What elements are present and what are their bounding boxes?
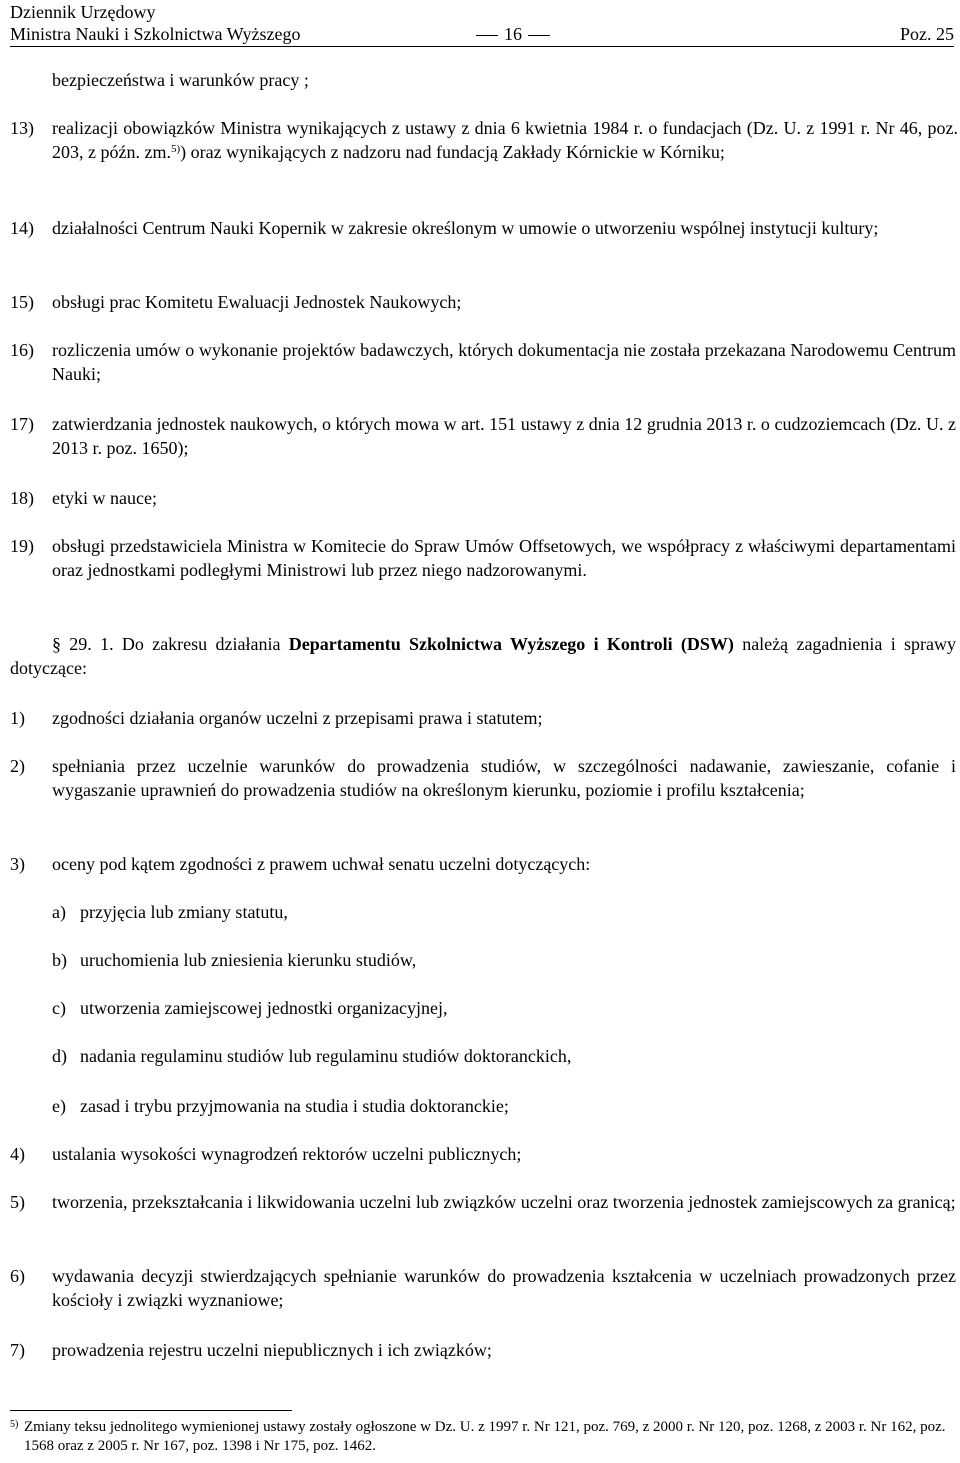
item-number: 16) — [10, 340, 34, 360]
journal-title: Dziennik Urzędowy — [10, 2, 156, 22]
footnote-rule — [10, 1410, 292, 1411]
continuation-line: bezpieczeństwa i warunków pracy ; — [52, 70, 309, 90]
item-13-text — [52, 116, 958, 164]
point-5-text: tworzenia, przekształcania i likwidowania uczelni lub związków uczelni oraz tworzenia jednostek zamiejscowych za granicą; — [52, 1192, 956, 1212]
point-number: 3) — [10, 854, 25, 874]
point-number: 7) — [10, 1340, 25, 1360]
section-tail: należą zagadnienia i sprawy dotyczące: — [10, 634, 956, 678]
point-number: 4) — [10, 1144, 25, 1164]
subpoint-c — [52, 996, 448, 1020]
position-number: Poz. 25 — [900, 24, 954, 44]
point-number: 6) — [10, 1266, 25, 1286]
dash-right — [528, 35, 550, 36]
item-17-text: zatwierdzania jednostek naukowych, o których mowa w art. 151 ustawy z dnia 12 grudnia 2013 r. o cudzoziemcach (Dz. U. z 2013 r. poz. 1650); — [52, 414, 956, 458]
subpoint-text: nadania regulaminu studiów lub regulaminu studiów doktoranckich, — [80, 1046, 572, 1066]
item-18-text: etyki w nauce; — [52, 488, 157, 508]
subpoint-text: uruchomienia lub zniesienia kierunku studiów, — [80, 950, 417, 970]
item-13-part-a: realizacji obowiązków Ministra wynikających z ustawy z dnia 6 kwietnia 1984 r. o fundacjach (Dz. U. z 1991 r. Nr 46, poz. 203, z późn. zm. — [52, 118, 958, 162]
subpoint-text: utworzenia zamiejscowej jednostki organizacyjnej, — [80, 998, 448, 1018]
point-number: 1) — [10, 708, 25, 728]
footnote-mark: 5) — [10, 1419, 19, 1430]
item-16-text: rozliczenia umów o wykonanie projektów badawczych, których dokumentacja nie została przekazana Narodowemu Centrum Nauki; — [52, 340, 956, 384]
subpoint-d — [52, 1044, 571, 1068]
point-number: 5) — [10, 1192, 25, 1212]
item-14-text: działalności Centrum Nauki Kopernik w zakresie określonym w umowie o utworzeniu wspólnej instytucji kultury; — [52, 218, 879, 238]
item-number: 19) — [10, 536, 34, 556]
section-29-heading — [10, 632, 956, 680]
point-2-text: spełniania przez uczelnie warunków do prowadzenia studiów, w szczególności nadawanie, zawieszanie, cofanie i wygaszanie uprawnień do prowadzenia studiów na określonym kierunku, poziomie i profilu kształcenia; — [52, 756, 956, 800]
section-lead: § 29. 1. Do zakresu działania — [52, 634, 289, 654]
footnote-text: Zmiany teksu jednolitego wymienionej ustawy zostały ogłoszone w Dz. U. z 1997 r. Nr 121, poz. 769, z 2000 r. Nr 120, poz. 1268, z 2003 r. Nr 162, poz. 1568 oraz z 2005 r. Nr 167, poz. 1398 i Nr 175, poz. 1462. — [24, 1419, 946, 1454]
item-number: 14) — [10, 218, 34, 238]
footnote — [10, 1418, 956, 1456]
dash-left — [476, 35, 498, 36]
footnote-ref: 5) — [170, 143, 181, 155]
item-13-part-b: ) oraz wynikających z nadzoru nad fundacją Zakłady Kórnickie w Kórniku; — [180, 142, 725, 162]
subpoint-letter: a) — [52, 902, 66, 922]
department-name: Departamentu Szkolnictwa Wyższego i Kontroli (DSW) — [288, 634, 734, 654]
header-rule — [10, 46, 954, 47]
subpoint-e — [52, 1094, 509, 1118]
subpoint-letter: d) — [52, 1046, 67, 1066]
subpoint-letter: c) — [52, 998, 66, 1018]
subpoint-b — [52, 948, 416, 972]
subpoint-text: zasad i trybu przyjmowania na studia i studia doktoranckie; — [80, 1096, 509, 1116]
point-number: 2) — [10, 756, 25, 776]
item-15-text: obsługi prac Komitetu Ewaluacji Jednostek Naukowych; — [52, 292, 462, 312]
subpoint-text: przyjęcia lub zmiany statutu, — [80, 902, 288, 922]
page-number-value: 16 — [504, 24, 522, 44]
point-7-text: prowadzenia rejestru uczelni niepublicznych i ich związków; — [52, 1340, 492, 1360]
subpoint-letter: e) — [52, 1096, 66, 1116]
item-number: 13) — [10, 118, 34, 138]
point-4-text: ustalania wysokości wynagrodzeń rektorów uczelni publicznych; — [52, 1144, 522, 1164]
point-3-text: oceny pod kątem zgodności z prawem uchwał senatu uczelni dotyczących: — [52, 854, 591, 874]
item-number: 15) — [10, 292, 34, 312]
item-number: 17) — [10, 414, 34, 434]
subpoint-letter: b) — [52, 950, 67, 970]
item-19-text: obsługi przedstawiciela Ministra w Komitecie do Spraw Umów Offsetowych, we współpracy z właściwymi departamentami oraz jednostkami podległymi Ministrowi lub przez niego nadzorowanymi. — [52, 536, 956, 580]
point-1-text: zgodności działania organów uczelni z przepisami prawa i statutem; — [52, 708, 543, 728]
subpoint-a — [52, 900, 288, 924]
item-number: 18) — [10, 488, 34, 508]
point-6-text: wydawania decyzji stwierdzających spełnianie warunków do prowadzenia kształcenia w uczelniach prowadzonych przez kościoły i związki wyznaniowe; — [52, 1266, 956, 1310]
ministry-name: Ministra Nauki i Szkolnictwa Wyższego — [10, 24, 301, 44]
page-number — [470, 22, 556, 46]
